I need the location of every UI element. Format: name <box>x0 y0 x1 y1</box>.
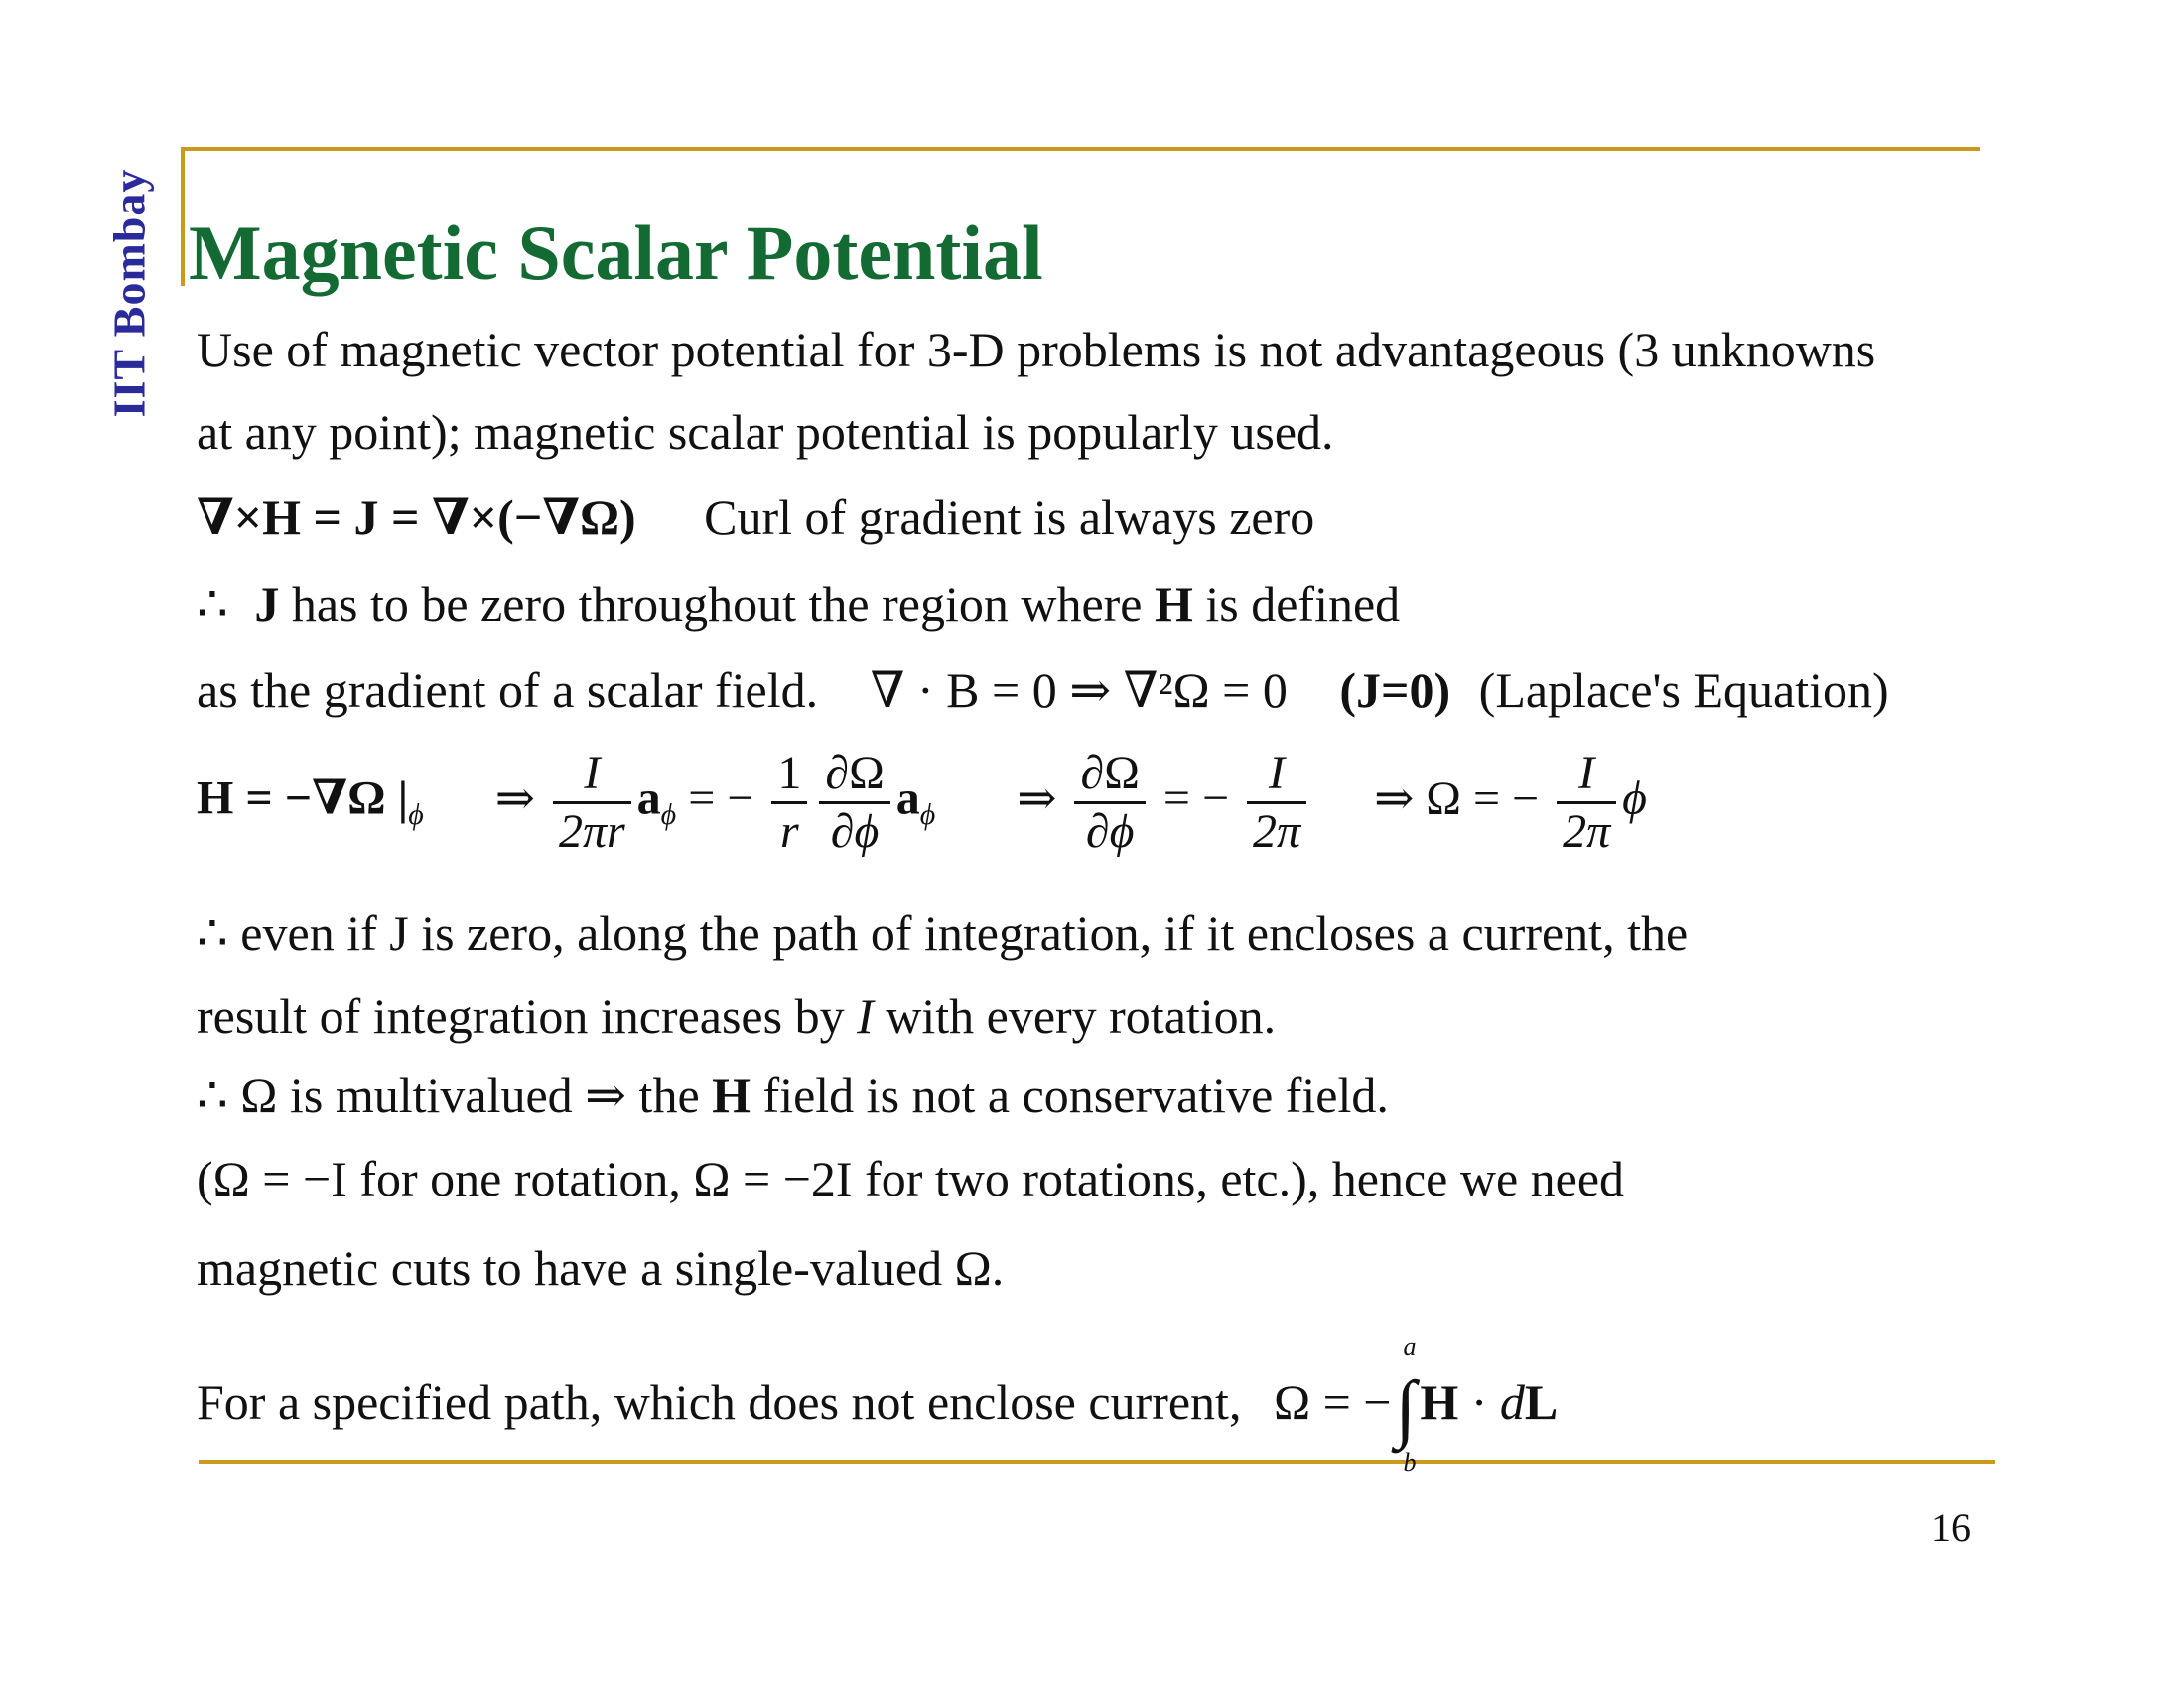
fraction-denominator: r <box>780 805 799 858</box>
line-integral-lhs: Ω = − <box>1273 1374 1392 1430</box>
integrand-L: L <box>1524 1374 1559 1430</box>
eq-phi-subscript: ϕ <box>660 798 677 832</box>
fraction-denominator: 2π <box>1563 805 1611 858</box>
sidebar-institution: IIT Bombay <box>103 168 155 418</box>
equals-minus-1: = − <box>688 772 754 825</box>
fraction-dOmega-dphi <box>819 747 889 858</box>
fraction-1-over-r <box>771 747 807 858</box>
unit-vector-a: a <box>636 772 661 825</box>
fraction-numerator: I <box>1557 750 1616 804</box>
fraction-denominator: 2πr <box>558 805 625 858</box>
symbol-I: I <box>857 988 874 1044</box>
fraction-numerator: I <box>553 750 631 804</box>
curl-note: Curl of gradient is always zero <box>704 490 1315 545</box>
eq-H-gradient: H = −∇Ω | <box>197 772 409 825</box>
fraction-numerator: ∂Ω <box>1074 750 1145 804</box>
body-line-4 <box>197 576 1401 632</box>
equals-minus-2: = − <box>1162 772 1230 825</box>
body-line-9 <box>197 1067 1389 1123</box>
fraction-numerator: 1 <box>771 750 807 804</box>
top-rule <box>181 147 1980 151</box>
body-line-4-text: has to be zero throughout the region where <box>291 576 1143 632</box>
fraction-I-over-2pi-2 <box>1557 747 1616 858</box>
body-line-11: magnetic cuts to have a single-valued Ω. <box>197 1240 1005 1296</box>
symbol-H: H <box>1154 576 1193 632</box>
fraction-denominator: 2π <box>1253 805 1301 858</box>
unit-vector-a: a <box>895 772 920 825</box>
laplace-condition: (J=0) <box>1339 662 1451 718</box>
integral-upper-limit: a <box>1403 1333 1417 1361</box>
integrand-H: H <box>1420 1374 1459 1430</box>
fraction-denominator: ∂ϕ <box>1085 805 1135 858</box>
line-integral-row <box>197 1333 1559 1477</box>
body-line-2: at any point); magnetic scalar potential is popularly used. <box>197 404 1334 460</box>
page-number: 16 <box>1931 1505 1971 1550</box>
laplace-intro: as the gradient of a scalar field. <box>197 662 819 718</box>
eq-phi-subscript: ϕ <box>919 798 936 832</box>
integral-lower-limit: b <box>1403 1448 1417 1477</box>
integral-glyph: ∫ <box>1395 1366 1417 1450</box>
body-line-7: ∴ even if J is zero, along the path of integration, if it encloses a current, the <box>197 906 1689 961</box>
body-line-9-start: ∴ Ω is multivalued ⇒ the <box>197 1067 700 1123</box>
fraction-I-over-2pi <box>1247 747 1306 858</box>
body-line-8 <box>197 988 1277 1044</box>
fraction-denominator: ∂ϕ <box>830 805 880 858</box>
body-line-8-end: with every rotation. <box>886 988 1277 1044</box>
therefore-symbol: ∴ <box>197 576 228 632</box>
potential-derivation <box>197 747 1647 858</box>
laplace-name: (Laplace's Equation) <box>1478 662 1889 718</box>
curl-equation-line <box>197 490 1315 545</box>
body-line-9-end: field is not a conservative field. <box>762 1067 1389 1123</box>
body-line-4-end: is defined <box>1205 576 1401 632</box>
laplace-line <box>197 662 1889 718</box>
body-line-8-start: result of integration increases by <box>197 988 845 1044</box>
fraction-dOmega-dphi-2 <box>1074 747 1145 858</box>
bottom-rule <box>199 1460 1995 1464</box>
line-integral-intro: For a specified path, which does not enclose current, <box>197 1374 1242 1430</box>
implies-arrow-1: ⇒ <box>494 772 535 825</box>
slide-title: Magnetic Scalar Potential <box>189 210 1043 296</box>
symbol-J: J <box>254 576 280 632</box>
body-line-1: Use of magnetic vector potential for 3-D problems is not advantageous (3 unknowns <box>197 322 1876 377</box>
fraction-I-over-2pir <box>553 747 631 858</box>
curl-equation: ∇×H = J = ∇×(−∇Ω) <box>197 490 636 545</box>
eq-phi-subscript: ϕ <box>408 798 424 832</box>
omega-result: ⇒ Ω = − <box>1374 772 1540 825</box>
dot-operator: · <box>1458 1374 1500 1430</box>
left-vertical-rule <box>181 147 185 286</box>
body-line-10: (Ω = −I for one rotation, Ω = −2I for two rotations, etc.), hence we need <box>197 1151 1625 1206</box>
laplace-equation: ∇ · B = 0 ⇒ ∇²Ω = 0 <box>870 662 1288 718</box>
differential-d: d <box>1499 1374 1525 1430</box>
fraction-numerator: I <box>1247 750 1306 804</box>
implies-arrow-2: ⇒ <box>1017 772 1057 825</box>
integral-sign <box>1395 1333 1417 1477</box>
symbol-H: H <box>712 1067 751 1123</box>
fraction-numerator: ∂Ω <box>819 750 889 804</box>
phi-symbol: ϕ <box>1622 772 1647 825</box>
